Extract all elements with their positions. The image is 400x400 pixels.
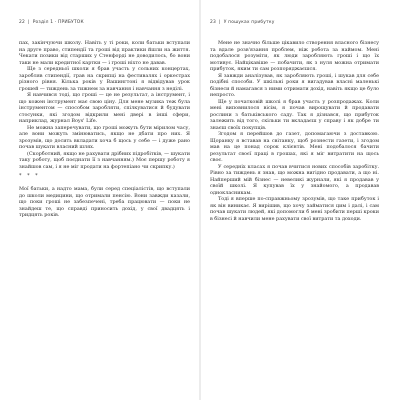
left-paragraph: (Скорботний, якщо не рахувати дрібних підробітків, — шукати таку роботу, щоб поєднати її з навчанням.) Моє першу роботу я знайшов сам, і я не міг продати на фортепіано чи скрипку.) [19,150,190,170]
right-chapter-title: У пошуках прибутку [223,20,275,25]
section-separator: * * * [19,173,40,179]
right-page [200,0,400,400]
right-paragraph: Мене не значно більше цікавило створення власного бізнесу та вдале розв'язання проблем, ніж робота за наймом. Мені подобалося розуміти, як люди заробляють гроші і що їх мотивує. Найцікавіше — побачити, як з нуля можна отримати прибуток, яким ти сам розпоряджаєшся. [210,40,379,72]
right-running-head: 23 | У пошуках прибутку [210,20,275,25]
left-paragraph: Я навчився тоді, що гроші — це не результат, а інструмент, і що кожен інструмент має свою ціну. Для мене музика теж була інструментом — способом заробляти, спілкуватися й будувати стосунки, які згодом відкрили мені двері в інші сфери, наприклад, журнал Boys' Life. [19,92,190,124]
left-body [19,40,190,219]
left-paragraph: Ще з середньої школи я брав участь у сольних концертах, заробляв стипендії, грав на скрипці на фестивалях і оркестрах різного рівня. Кілька років у Вашингтоні я відвідував урок грошей — тиждень за тижнем за навчання і навчання з неділі. [19,66,190,92]
right-page-number: 23 [210,20,216,25]
right-paragraph: Ще у початковій школі я брав участь у розпродажах. Коли мені виповнилося вісім, я почав вирощувати й продавати рослини з батьківського саду. Так я дізнався, що прибуток залежить від того, скільки ти вкладаєш у справу і як добре ти знаєш своїх покупців. [210,98,379,131]
right-paragraph: Тоді я вперше по-справжньому зрозумів, що таке прибуток і як він виникає. Я вирішив, що хочу займатися цим і далі, і сам почав шукати людей, які допомогли б мені зробити перші кроки в бізнесі й навчили мене рахувати свої витрати та доходи. [210,196,379,222]
right-paragraph: Я завжди аналізував, як заробляють гроші, і шукав для себе подібні способи. У шкільні роки я вигадував власні маленькі бізнеси й намагався з ними отримати дохід, навіть якщо це було непросто. [210,72,379,98]
right-paragraph: Згодом я перейшов до газет, допомагаючи з доставкою. Щоранку я вставав на світанку, щоб рознести газети, і згодом мав на це понад сорок клієнтів. Мені подобалося бачити результат своєї праці в грошах, які я міг витратити на щось своє. [210,131,379,163]
right-paragraph: У середніх класах я почав вчитися нових способів заробітку. Рівно за тиждень я знав, що можна вигідно продавати, а що ні. Найперший мій бізнес — невеликі журнали, які я продавав у своїй школі. Я купував їх у знайомого, а продавав однокласникам. [210,163,379,196]
left-page-number: 22 [19,20,25,25]
left-paragraph: Не можна заперечувати, що гроші можуть бути мірилом часу, але вони можуть змінюватись, якщо не дбати про них. Я зрозумів, що досить вкладати хоча б щось у себе — і дуже рано почав шукати власний шлях. [19,124,190,150]
left-running-head: 22 | Розділ 1 · ПРИБУТОК [19,20,84,25]
right-body [210,40,379,222]
left-book-title: Розділ 1 · ПРИБУТОК [32,20,84,25]
left-paragraph: пах, закінчуючи школу. Навіть у ті роки, коли батьки вступали на друге право, стипендії та гроші від практики йшли на життя. Чекати позики від старших у Стенфорді не доводилось, бо вони таки не мали кредитної картки — і гроші ніхто не давав. [19,40,190,66]
left-paragraph: Мої батьки, а надто мама, були серед спеціалістів, що вступали до школи медицини, що отримали пенсію. Вони завжди казали, що поки гроші не забезпечені, треба працювати — поки не знайдеш те, що справді приносить дохід, у свої двадцять і тридцять років. [19,186,190,218]
